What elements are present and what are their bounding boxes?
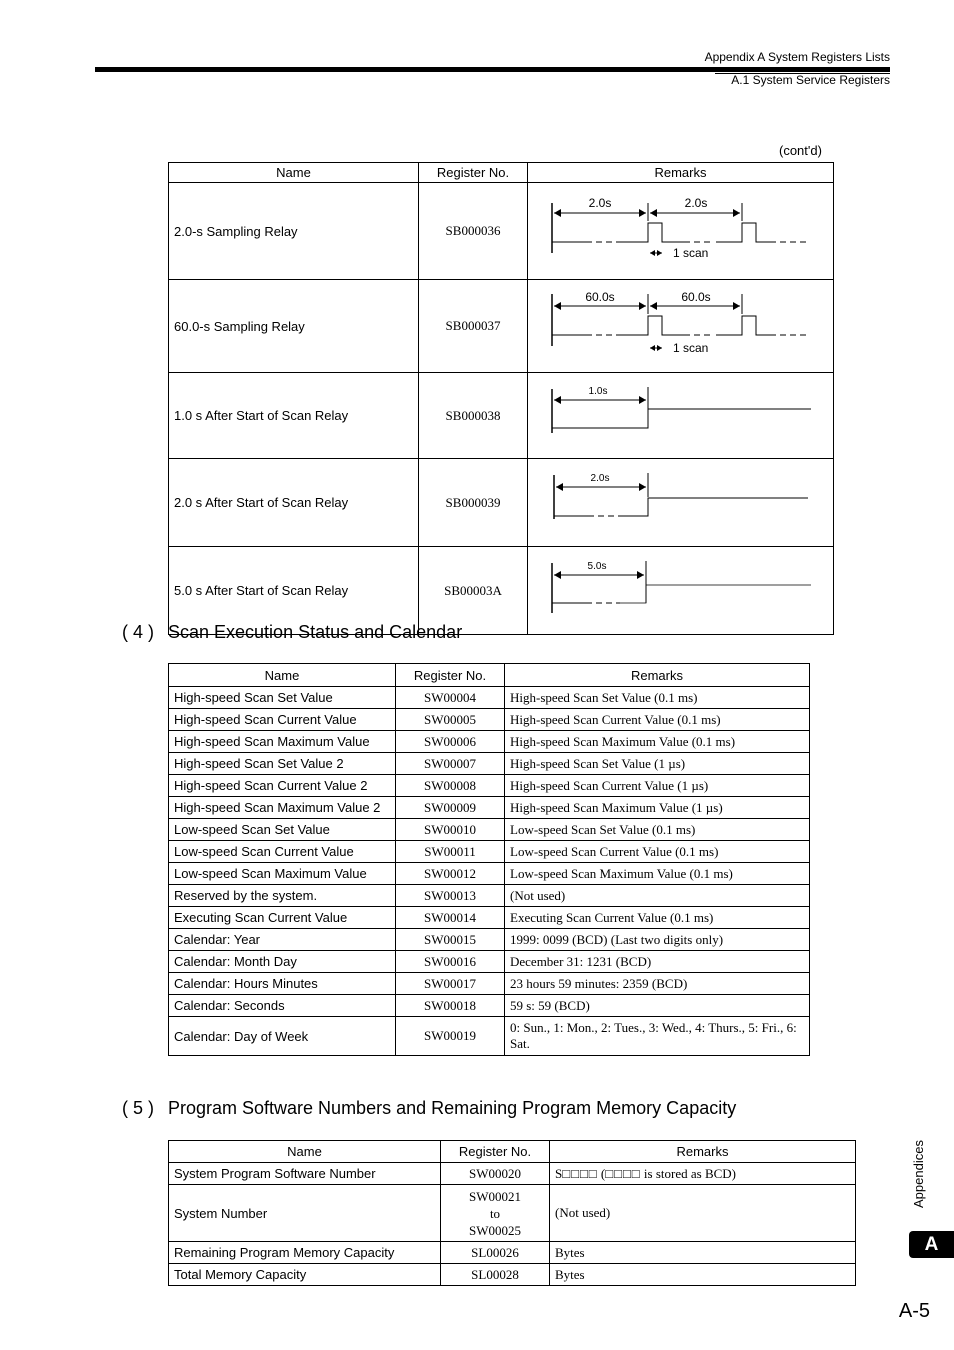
table-row: [169, 731, 810, 753]
page-number: A-5: [898, 1300, 930, 1322]
row-register: [441, 1185, 550, 1242]
row-name: Calendar: Hours Minutes: [169, 973, 396, 995]
table-row: [169, 863, 810, 885]
row-name: High-speed Scan Maximum Value 2: [169, 797, 396, 819]
bcd-digit-boxes: □□□□: [605, 1165, 641, 1181]
table-row: [169, 1264, 856, 1286]
sampling-relay-table: [168, 162, 834, 635]
row-remarks: 59 s: 59 (BCD): [505, 995, 810, 1017]
row-remarks: [528, 373, 834, 459]
row-name: Executing Scan Current Value: [169, 907, 396, 929]
row-remarks: High-speed Scan Current Value (1 µs): [505, 775, 810, 797]
row-remarks: 0: Sun., 1: Mon., 2: Tues., 3: Wed., 4: Thurs., 5: Fri., 6: Sat.: [505, 1017, 810, 1056]
scan-status-table: [168, 663, 810, 1056]
table-row: [169, 907, 810, 929]
table-row: [169, 841, 810, 863]
program-software-table: [168, 1140, 856, 1286]
table-header-row: [169, 1141, 856, 1163]
section-title: Program Software Numbers and Remaining Program Memory Capacity: [168, 1098, 737, 1118]
row-register: SW00012: [396, 863, 505, 885]
register-start: SW00021: [469, 1188, 521, 1204]
col-header-remarks: Remarks: [528, 163, 834, 183]
row-remarks: Executing Scan Current Value (0.1 ms): [505, 907, 810, 929]
row-remarks: [528, 459, 834, 547]
row-name: 1.0 s After Start of Scan Relay: [169, 373, 419, 459]
row-remarks: (Not used): [505, 885, 810, 907]
row-remarks: High-speed Scan Maximum Value (0.1 ms): [505, 731, 810, 753]
col-header-register: Register No.: [396, 664, 505, 687]
table-row: [169, 775, 810, 797]
row-register: SW00006: [396, 731, 505, 753]
col-header-remarks: Remarks: [550, 1141, 856, 1163]
continued-label: (cont'd): [779, 143, 822, 158]
row-name: High-speed Scan Set Value 2: [169, 753, 396, 775]
register-to: to: [489, 1205, 501, 1221]
row-name: High-speed Scan Set Value: [169, 687, 396, 709]
delay-label: 1.0s: [588, 386, 608, 397]
row-register: SW00014: [396, 907, 505, 929]
table-row: [169, 183, 834, 280]
row-name: Reserved by the system.: [169, 885, 396, 907]
row-name: Low-speed Scan Maximum Value: [169, 863, 396, 885]
scan-label: 1 scan: [673, 246, 709, 260]
row-remarks: Bytes: [550, 1242, 856, 1264]
table-row: [169, 819, 810, 841]
col-header-remarks: Remarks: [505, 664, 810, 687]
row-name: Low-speed Scan Current Value: [169, 841, 396, 863]
table-row: [169, 885, 810, 907]
section-heading: [122, 622, 462, 643]
row-remarks: (Not used): [550, 1185, 856, 1242]
row-remarks: High-speed Scan Current Value (0.1 ms): [505, 709, 810, 731]
row-name: Calendar: Year: [169, 929, 396, 951]
row-register: SW00010: [396, 819, 505, 841]
row-register: SW00019: [396, 1017, 505, 1056]
delay-label: 2.0s: [590, 473, 610, 484]
delay-label: 5.0s: [587, 561, 607, 572]
table-row: [169, 687, 810, 709]
table-row: [169, 459, 834, 547]
table-row: [169, 995, 810, 1017]
row-name: 60.0-s Sampling Relay: [169, 280, 419, 373]
row-register: SW00017: [396, 973, 505, 995]
col-header-name: Name: [169, 1141, 441, 1163]
col-header-name: Name: [169, 664, 396, 687]
row-remarks: December 31: 1231 (BCD): [505, 951, 810, 973]
col-header-register: Register No.: [419, 163, 528, 183]
row-register: SW00018: [396, 995, 505, 1017]
row-remarks: Low-speed Scan Current Value (0.1 ms): [505, 841, 810, 863]
table-header-row: [169, 664, 810, 687]
section-number: ( 5 ): [122, 1098, 155, 1118]
scan-label: 1 scan: [673, 341, 709, 355]
row-remarks: [550, 1163, 856, 1185]
sidebar-label: [901, 1132, 935, 1212]
table-row: [169, 951, 810, 973]
header-chapter: Appendix A System Registers Lists: [704, 50, 890, 64]
row-register: SW00016: [396, 951, 505, 973]
row-name: High-speed Scan Maximum Value: [169, 731, 396, 753]
row-name: High-speed Scan Current Value: [169, 709, 396, 731]
table-row: [169, 709, 810, 731]
row-name: System Program Software Number: [169, 1163, 441, 1185]
row-register: SW00008: [396, 775, 505, 797]
remarks-text: (: [597, 1165, 606, 1181]
row-register: SB000037: [419, 280, 528, 373]
row-name: 2.0 s After Start of Scan Relay: [169, 459, 419, 547]
row-name: Calendar: Day of Week: [169, 1017, 396, 1056]
row-remarks: High-speed Scan Set Value (1 µs): [505, 753, 810, 775]
row-remarks: 23 hours 59 minutes: 2359 (BCD): [505, 973, 810, 995]
delay-timing-diagram: [528, 459, 834, 541]
row-name: Calendar: Month Day: [169, 951, 396, 973]
row-name: High-speed Scan Current Value 2: [169, 775, 396, 797]
table-row: [169, 1017, 810, 1056]
header-rule: [95, 67, 890, 72]
row-register: SB000036: [419, 183, 528, 280]
row-register: SW00009: [396, 797, 505, 819]
row-name: System Number: [169, 1185, 441, 1242]
row-remarks: Bytes: [550, 1264, 856, 1286]
period-label: 60.0s: [585, 290, 615, 304]
row-remarks: Low-speed Scan Maximum Value (0.1 ms): [505, 863, 810, 885]
row-name: 2.0-s Sampling Relay: [169, 183, 419, 280]
table-row: [169, 973, 810, 995]
col-header-register: Register No.: [441, 1141, 550, 1163]
table-row: [169, 929, 810, 951]
table-row: [169, 1185, 856, 1242]
row-register: SW00007: [396, 753, 505, 775]
row-remarks: [528, 280, 834, 373]
table-row: [169, 280, 834, 373]
table-header-row: [169, 163, 834, 183]
table-row: [169, 1242, 856, 1264]
delay-timing-diagram: [528, 373, 834, 453]
row-register: SW00004: [396, 687, 505, 709]
period-label: 60.0s: [681, 290, 711, 304]
header-section: A.1 System Service Registers: [731, 73, 890, 87]
remarks-text: is stored as BCD): [640, 1165, 737, 1181]
sampling-timing-diagram: [528, 280, 834, 367]
row-remarks: [528, 547, 834, 635]
row-register: SL00026: [441, 1242, 550, 1264]
period-label: 2.0s: [588, 196, 612, 210]
sampling-timing-diagram: [528, 183, 834, 274]
row-register: SB000038: [419, 373, 528, 459]
bcd-digit-boxes: □□□□: [562, 1165, 598, 1181]
table-row: [169, 797, 810, 819]
row-remarks: High-speed Scan Maximum Value (1 µs): [505, 797, 810, 819]
row-register: SW00013: [396, 885, 505, 907]
section-title: Scan Execution Status and Calendar: [168, 622, 463, 642]
row-name: 5.0 s After Start of Scan Relay: [169, 547, 419, 635]
row-name: Total Memory Capacity: [169, 1264, 441, 1286]
row-register: SW00011: [396, 841, 505, 863]
remarks-text: S: [555, 1165, 563, 1181]
row-remarks: High-speed Scan Set Value (0.1 ms): [505, 687, 810, 709]
row-register: SL00028: [441, 1264, 550, 1286]
row-register: SB000039: [419, 459, 528, 547]
row-name: Calendar: Seconds: [169, 995, 396, 1017]
row-remarks: 1999: 0099 (BCD) (Last two digits only): [505, 929, 810, 951]
row-register: SW00020: [441, 1163, 550, 1185]
row-name: Low-speed Scan Set Value: [169, 819, 396, 841]
col-header-name: Name: [169, 163, 419, 183]
period-label: 2.0s: [684, 196, 708, 210]
row-name: Remaining Program Memory Capacity: [169, 1242, 441, 1264]
section-number: ( 4 ): [122, 622, 155, 642]
row-register: SW00015: [396, 929, 505, 951]
table-row: [169, 753, 810, 775]
register-end: SW00025: [469, 1222, 521, 1238]
row-register: SB00003A: [419, 547, 528, 635]
delay-timing-diagram: [528, 547, 834, 629]
sidebar-label-text: Appendices: [911, 1140, 926, 1208]
row-remarks: [528, 183, 834, 280]
section-heading: [122, 1098, 736, 1119]
row-register: SW00005: [396, 709, 505, 731]
row-remarks: Low-speed Scan Set Value (0.1 ms): [505, 819, 810, 841]
table-row: [169, 373, 834, 459]
table-row: [169, 1163, 856, 1185]
appendix-tab: A: [909, 1231, 954, 1258]
